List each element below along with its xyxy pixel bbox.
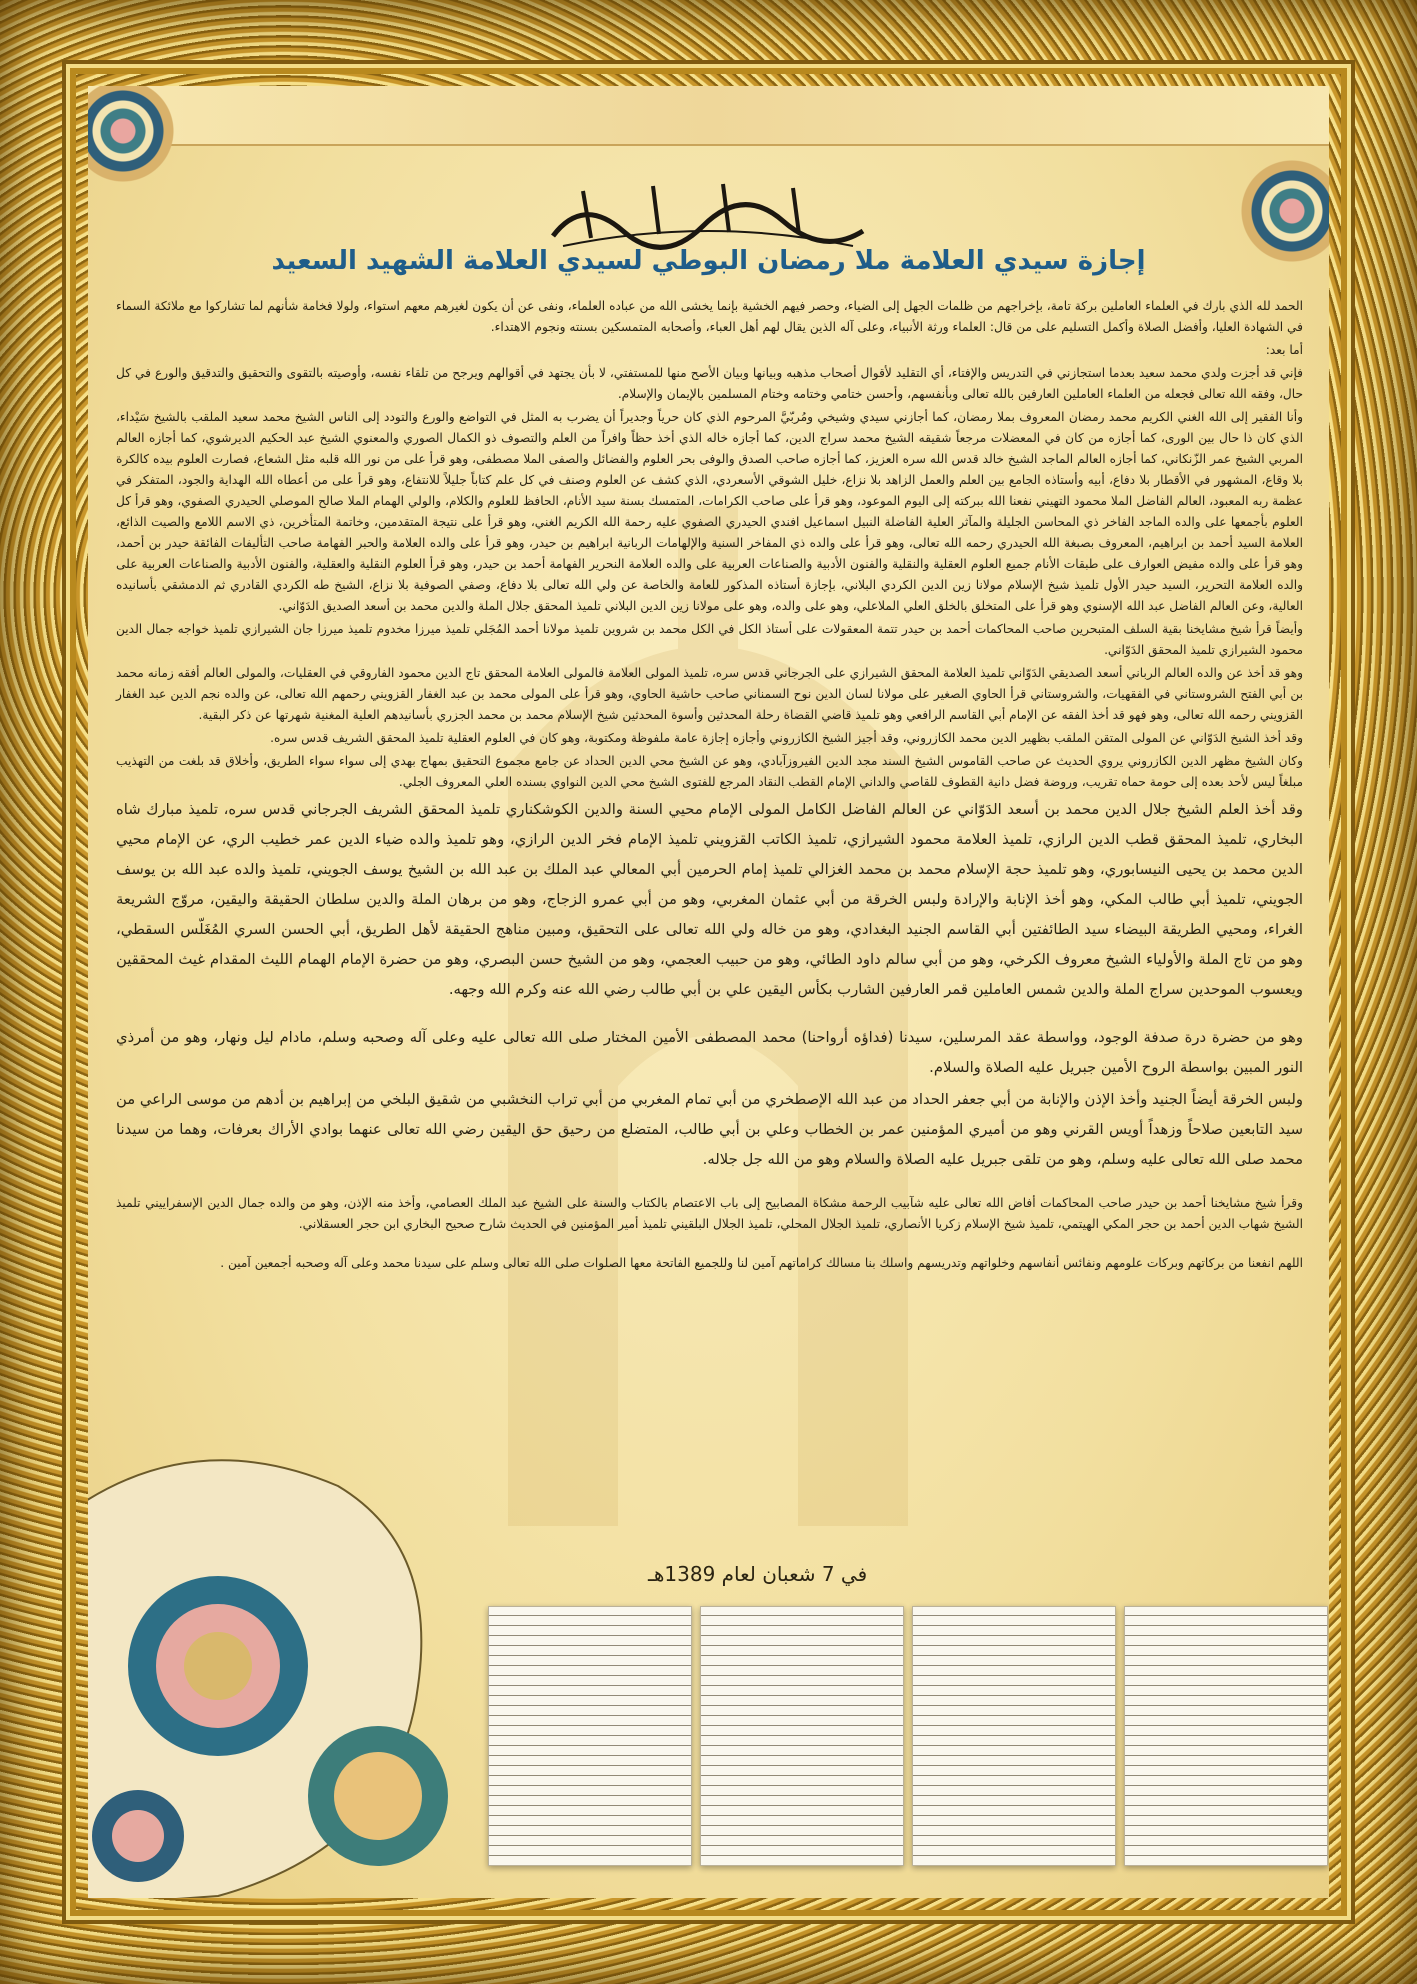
- paragraph: وأيضاً قرأ شيخ مشايخنا بقية السلف المتبحرين صاحب المحاكمات أحمد بن حيدر تتمة المعقولات على أستاذ الكل في الكل محمد بن شروين تلميذ مولانا أحمد المُجَلي تلميذ ميرزا مخدوم تلميذ ميرزا جان الشيرازي تلميذ خواجه جمال الدين محمود الشيرازي تلميذ المحقق الدَوّاني.: [116, 622, 1303, 657]
- paragraph: الحمد لله الذي بارك في العلماء العاملين بركة تامة، بإخراجهم من ظلمات الجهل إلى الضياء، وحصر فيهم الخشية بإنما يخشى الله من عباده العلماء، ونفى عن أن يكون لغيرهم معهم استواء، ولولا فخامة شأنهم لما تشاركوا مع ملائكة السماء في الشهادة العليا، وأفضل الصلاة وأكمل التسليم على من قال: العلماء ورثة الأنبياء، وعلى آله الذين يقال لهم أهل العباء، وأصحابه المتمسكين بسنته ونجوم الاهتداء.: [116, 299, 1303, 334]
- paragraph: وهو قد أخذ عن والده العالم الرباني أسعد الصديقي الدَوّاني تلميذ العلامة المحقق الشيرازي على الجرجاني قدس سره، تلميذ المولى العلامة فالمولى العلامة المحقق تاج الدين محمود الفاروقي في العقليات، والمولى العالم أفقه زمانه محمد بن أبي الفتح الشروستاني في الفقهيات، والشروستاني قرأ الحاوي الصغير على مولانا لسان الدين نوح السمناني صاحب حاشية الحاوي، وهو قرأ على المولى محمد بن عبد الغفار القزويني رحمهم الله تعالى، عن والده نجم الدين عبد الغفار القزويني رحمه الله تعالى، وهو فهو قد أخذ الفقه عن الإمام أبي القاسم الرافعي وهو تلميذ قاضي القضاة رحلة المحدثين وأسوة المحدثين شيخ الإسلام محمد بن محمد الجزري بأسانيدهم العلية المغنية شهرتها عن ذكر البقية.: [116, 666, 1303, 722]
- paragraph: وهو من حضرة درة صدفة الوجود، وواسطة عقد المرسلين، سيدنا (فداؤه أرواحنا) محمد المصطفى الأمين المختار صلى الله تعالى عليه وعلى آله وصحبه وسلم، مادام ليل ونهار، وهو من أمرذي النور المبين بواسطة الروح الأمين جبريل عليه الصلاة والسلام.: [116, 1029, 1303, 1076]
- manuscript-page-image: [488, 1606, 692, 1866]
- manuscript-page-image: [700, 1606, 904, 1866]
- paragraph: وقد أخذ الشيخ الدَوّاني عن المولى المتقن الملقب بظهير الدين محمد الكازروني، وقد أجيز الشيخ الكازروني وأجازه إجازة عامة ملفوظة ومكتوبة، وهو كان في العلوم العقلية تلميذ المحقق الشريف قدس سره.: [270, 731, 1303, 745]
- paragraph: أما بعد:: [1265, 343, 1303, 357]
- manuscript-page-image: [1124, 1606, 1328, 1866]
- arabesque-ornament: [88, 1426, 538, 1898]
- document-date: في 7 شعبان لعام 1389هـ: [648, 1562, 868, 1586]
- floral-corner-ornament: [88, 86, 178, 186]
- paragraph: وقد أخذ العلم الشيخ جلال الدين محمد بن أسعد الدَوّاني عن العالم الفاضل الكامل المولى الإمام محيي السنة والدين الكوشكناري تلميذ المحقق الشريف الجرجاني قدس سره، تلميذ مبارك شاه البخاري، تلميذ المحقق قطب الدين الرازي، تلميذ العلامة محمود الشيرازي، تلميذ الكاتب القزويني تلميذ الإمام فخر الدين الرازي، وهو تلميذ والده ضياء الدين عمر خطيب الري، عن الإمام محيي الدين محمد بن يحيى النيسابوري، وهو تلميذ حجة الإسلام محمد بن محمد الغزالي تلميذ إمام الحرمين أبي المعالي عبد الملك بن عبد الله بن الشيخ يوسف الجويني، تلميذ والده عبد الله بن يوسف الجويني، تلميذ أبي طالب المكي، وهو أخذ الإنابة والإرادة ولبس الخرقة من أبي عثمان المغربي، وهو من أبي عمرو الزجاج، وهو من برهان الملة والدين سلطان الحقيقة واليقين، مروّج الشريعة الغراء، ومحيي الطريقة البيضاء سيد الطائفتين أبي القاسم الجنيد البغدادي، وهو من خاله ولي الله تعالى على التحقيق، ومبين مناهج الحقيقة لأهل الطريق، أبي الحسن السري المُغَلّس السقطي، وهو من تاج الملة والأولياء الشيخ معروف الكرخي، وهو من أبي سالم داود الطائي، وهو من حبيب العجمي، وهو من الشيخ حسن البصري، وهو من حضرة الإمام الهمام الليث المقدام غيث المحققين ويعسوب الموحدين سراج الملة والدين شمس العاملين قمر العارفين الشارب بكأس اليقين علي بن أبي طالب رضي الله عنه وكرم الله وجهه.: [116, 801, 1303, 998]
- bismillah-calligraphy: [543, 176, 873, 254]
- original-manuscript-scans: [488, 1606, 1328, 1866]
- paragraph: وأنا الفقير إلى الله الغني الكريم محمد رمضان المعروف بملا رمضان، كما أجازني سيدي وشيخي ومُربّيَّ المرحوم الذي كان حرياً وجديراً أن يضرب به المثل في التواضع والورع والتودد إلى الناس الشيخ محمد سعيد الملقب بالشيخ سَيْداء، الذي كان ذا حال بين الورى، كما أجازه من كان في المعضلات مرجعاً شقيقه الشيخ محمد سراج الدين، كما أجازه خاله الذي أخذ حظاً وافراً من العلم والتصوف ذو الكمال الصوري والمعنوي الشيخ عبد الحكيم الديرشوي، كما أجازه العالم المربي الشيخ عمر الزّنكاني، كما أجازه العالم الماجد الشيخ خالد قدس الله سره العزيز، كما أجازه صاحب الصدق والوفى بحر العلوم والفضائل والصفى الملا مصطفى، وهو قرأ على من نور الله قلبه مثل الشعاع، فصارت العلوم بيده كالكرة بلا وقاع، المشهور في الأقطار بلا دفاع، أبيه وأستاذه الجامع بين العلم والعمل الزاهد بلا نزاع، خليل الشوقي الأسعردي، الذي كشف عن العلوم وصنف في كل علم كتاباً جليلاً للانتفاع، وهو قرأ على من أعطاه الله الهداية والجود، المتفكر في عظمة ربه المعبود، العالم الفاضل الملا محمود التهيني نفعنا الله ببركته إلى اليوم الموعود، وهو قرأ على صاحب الكرامات، المتمسك بسنة سيد الأنام، الحافظ للعلوم والكلام، والولي الهمام الملا صالح الموصلي الحيدري الصفوي، وهو قرأ كل العلوم بأجمعها على والده الماجد الفاخر ذي المحاسن الجليلة والمآثر العلية الفاضلة النبيل اسماعيل افندي الحيدري الصفوي عليه رحمة الله الكريم الغني، وهو قرأ على نتيجة المتقدمين، وخاتمة المتأخرين، ذي الاسم اللامع والصيت الذائع، العلامة السيد أحمد بن ابراهيم، المعروف بصبغة الله الحيدري رحمه الله تعالى، وهو قرأ على والده ذي المفاخر السنية والإلهامات الربانية ابراهيم بن حيدر، وهو قرأ على والده العلامة والحبر الفهامة صاحب التأليفات الفائقة حيدر بن أحمد، وهو قرأ على والده مفيض العوارف على طبقات الأنام جميع العلوم العقلية والنقلية والفنون الأدبية والصناعات العربية على والده العلامة النحرير الفهامة أحمد بن حيدر، وهو قرأ العلوم النقلية والعقلية، والفنون الأدبية والصناعات العربية على والده العلامة التحرير، السيد حيدر الأول تلميذ شيخ الإسلام مولانا زين الدين الكردي البلاني، بإجازة أستاذه المذكور للعامة والخاصة عن ولي الله تعالى بلا دفاع، وصفي الصوفية بلا نزاع، الشيخ طه الكردي القادري ثم الدمشقي بأسانيده العالية، وعن العالم الفاضل عبد الله الإسنوي وهو قرأ على المتخلق بالخلق العلي الملاعلي، وهو على والده، وهو على مولانا زين الدين البلاني تلميذ المحقق جلال الملة والدين محمد بن أسعد الصديق الدَوّاني.: [116, 410, 1303, 613]
- paragraph: ولبس الخرقة أيضاً الجنيد وأخذ الإذن والإنابة من أبي جعفر الحداد من عبد الله الإصطخري من أبي تمام المغربي من أبي تراب النخشبي من شقيق البلخي من إبراهيم بن أدهم من موسى الراعي من سيد التابعين صلاحاً وزهداً أويس القرني وهو من أميري المؤمنين عمر بن الخطاب وعلي بن أبي طالب، المتضلع من رحيق حق اليقين رضي الله تعالى عنهما بوادي الأراك بعرفات، وهما من سيدنا محمد صلى الله تعالى عليه وسلم، وهو من تلقى جبريل عليه الصلاة والسلام وهو من الله جل جلاله.: [116, 1091, 1303, 1168]
- paragraph: وكان الشيخ مظهر الدين الكازروني يروي الحديث عن صاحب القاموس الشيخ السند مجد الدين الفيروزآبادي، وهو عن الشيخ محي الدين الحداد عن جامع مجموع التحقيق بمهاج بهدي إلى سواء سواء الطريق، وأخلاق قد بلغت من التهذيب مبلغاً ليس لأحد بعده إلى حومة حماه تقريب، وروضة فضل دانية القطوف للقاصي والداني الإمام القطب النقاد المرجع للفتوى الشيخ محي الدين النواوي بسنده العلي المعروف الجلي.: [116, 754, 1303, 789]
- paragraph: وقرأ شيخ مشايخنا أحمد بن حيدر صاحب المحاكمات أفاض الله تعالى عليه شآبيب الرحمة مشكاة المصابيح إلى باب الاعتصام بالكتاب والسنة على الشيخ عبد الملك العصامي، وأخذ منه الإذن، وهو من والده جمال الدين الإسفراييني تلميذ الشيخ شهاب الدين أحمد بن حجر المكي الهيتمي، تلميذ شيخ الإسلام زكريا الأنصاري، تلميذ الجلال المحلي، تلميذ الجلال البلقيني تلميذ أمير المؤمنين في الحديث شارح صحيح البخاري ابن حجر العسقلاني.: [116, 1196, 1303, 1231]
- manuscript-page-image: [912, 1606, 1116, 1866]
- document-sheet: [88, 86, 1329, 1898]
- ornamental-top-band: [88, 86, 1329, 146]
- closing-prayer: اللهم انفعنا من بركاتهم وبركات علومهم ونفائس أنفاسهم وخلواتهم وتدريسهم واسلك بنا مسالك كراماتهم آمين لنا وللجميع الفاتحة معها الصلوات صلى الله تعالى وسلم على سيدنا محمد وعلى آله وصحبه أجمعين آمين .: [220, 1256, 1303, 1270]
- document-body: [116, 296, 1303, 1276]
- page-title: إجازة سيدي العلامة ملا رمضان البوطي لسيدي العلامة الشهيد السعيد: [271, 246, 1146, 276]
- paragraph: فإني قد أجزت ولدي محمد سعيد بعدما استجازني في التدريس والإفتاء، أي التقليد لأقوال أصحاب مذهبه وبيانها وبيان الأصح منها للمستفتي، لا بأن يجتهد في أقوالهم ويرجح من تلقاء نفسه، وأوصيته بالتقوى والتحقيق والتدقيق والورع في كل حال، وفقه الله تعالى فجعله من العلماء العاملين العارفين بالله تعالى وبأنفسهم، وأحسن ختامي وختامه وختام المسلمين بالإيمان والإسلام.: [116, 366, 1303, 401]
